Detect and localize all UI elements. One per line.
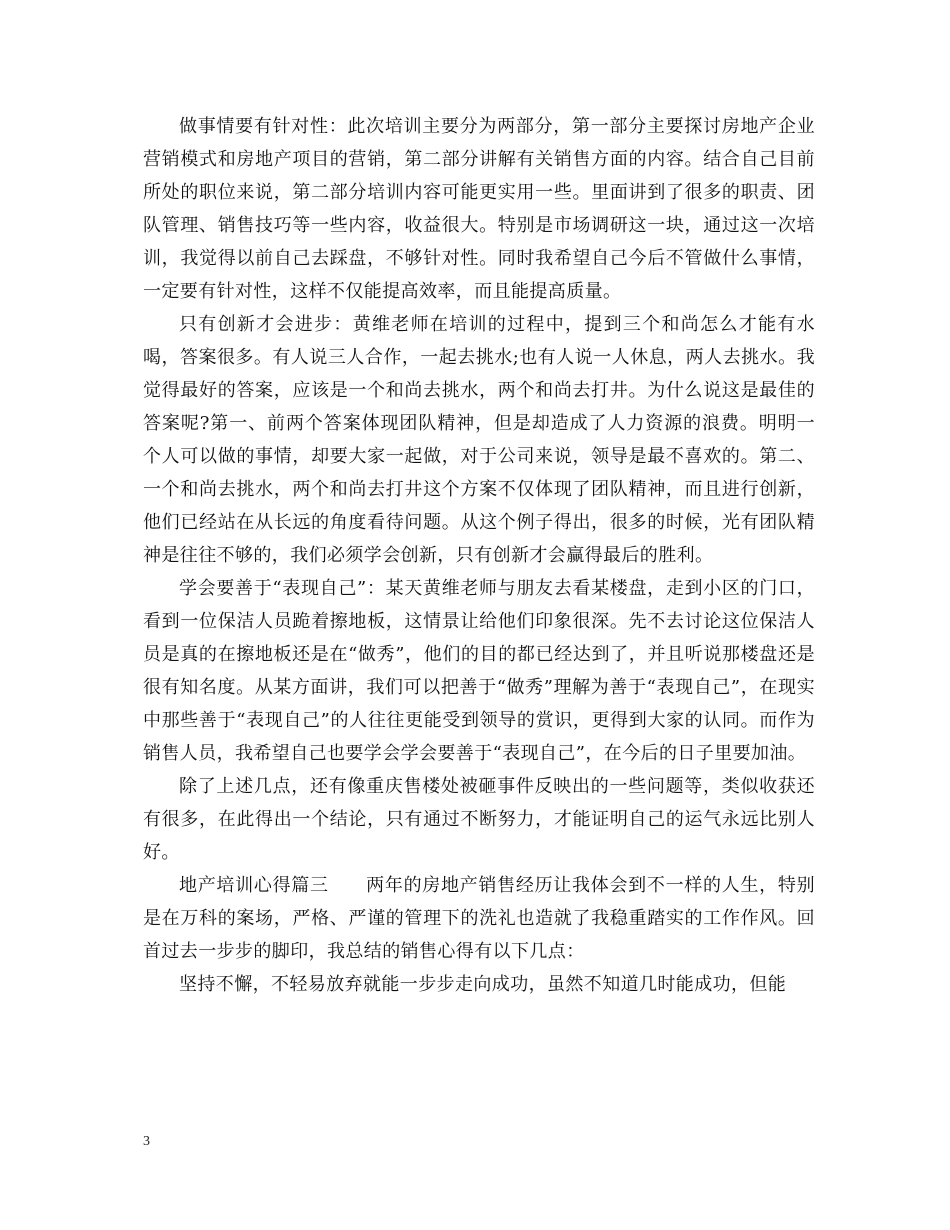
paragraph-innovation: 只有创新才会进步：黄维老师在培训的过程中，提到三个和尚怎么才能有水喝，答案很多。有人说三人合作，一起去挑水;也有人说一人休息，两人去挑水。我觉得最好的答案，应该是一个和尚去挑水，两个和尚去打井。为什么说这是最佳的答案呢?第一、前两个答案体现团队精神，但是却造成了人力资源的浪费。明明一个人可以做的事情，却要大家一起做，对于公司来说，领导是最不喜欢的。第二、一个和尚去挑水，两个和尚去打井这个方案不仅体现了团队精神，而且进行创新，他们已经站在从长远的角度看待问题。从这个例子得出，很多的时候，光有团队精神是往往不够的，我们必须学会创新，只有创新才会赢得最后的胜利。 — [143, 314, 815, 566]
document-body — [143, 110, 815, 1001]
paragraph-conclusion: 除了上述几点，还有像重庆售楼处被砸事件反映出的一些问题等，类似收获还有很多，在此得出一个结论，只有通过不断努力，才能证明自己的运气永远比别人好。 — [143, 776, 815, 863]
paragraph-part-three: 地产培训心得篇三 两年的房地产销售经历让我体会到不一样的人生，特别是在万科的案场，严格、严谨的管理下的洗礼也造就了我稳重踏实的工作作风。回首过去一步步的脚印，我总结的销售心得有以下几点： — [143, 875, 815, 962]
paragraph-persistence: 坚持不懈，不轻易放弃就能一步步走向成功，虽然不知道几时能成功，但能 — [179, 974, 787, 995]
page-number: 3 — [143, 1134, 150, 1149]
paragraph-targeting: 做事情要有针对性：此次培训主要分为两部分，第一部分主要探讨房地产企业营销模式和房地产项目的营销，第二部分讲解有关销售方面的内容。结合自己目前所处的职位来说，第二部分培训内容可能更实用一些。里面讲到了很多的职责、团队管理、销售技巧等一些内容，收益很大。特别是市场调研这一块，通过这一次培训，我觉得以前自己去踩盘，不够针对性。同时我希望自己今后不管做什么事情，一定要有针对性，这样不仅能提高效率，而且能提高质量。 — [143, 116, 815, 302]
paragraph-self-presentation: 学会要善于“表现自己”：某天黄维老师与朋友去看某楼盘，走到小区的门口，看到一位保洁人员跪着擦地板，这情景让给他们印象很深。先不去讨论这位保洁人员是真的在擦地板还是在“做秀”，他们的目的都已经达到了，并且听说那楼盘还是很有知名度。从某方面讲，我们可以把善于“做秀”理解为善于“表现自己”，在现实中那些善于“表现自己”的人往往更能受到领导的赏识，更得到大家的认同。而作为销售人员，我希望自己也要学会学会要善于“表现自己”，在今后的日子里要加油。 — [143, 578, 815, 764]
